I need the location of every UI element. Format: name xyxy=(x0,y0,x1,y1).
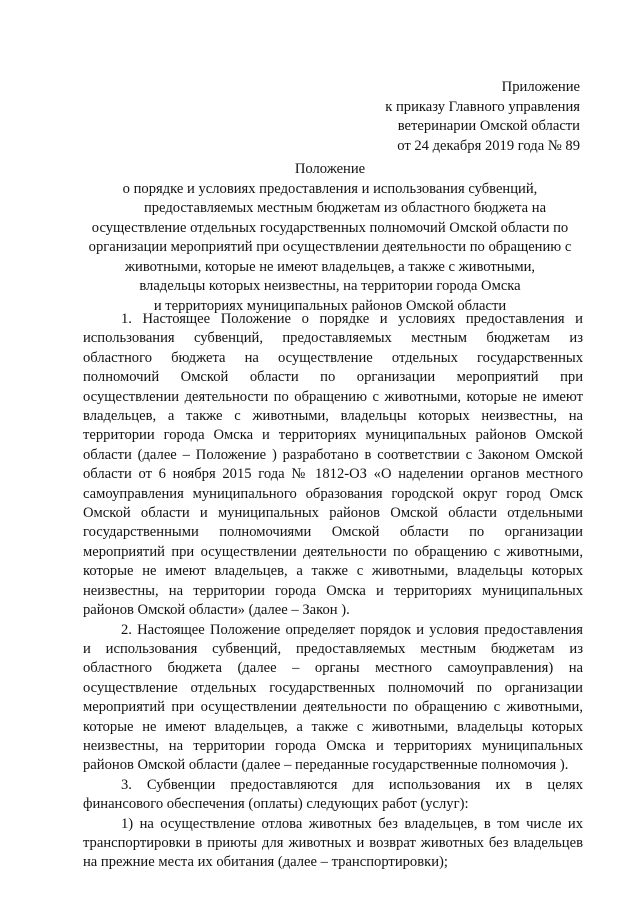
text-line: осуществление отдельных государственных полномочий по организации xyxy=(83,679,583,696)
text-line: осуществлении деятельности по обращению с животными, которые не имеют xyxy=(83,388,583,405)
title-heading: Положение xyxy=(294,161,366,177)
text-line: на прежние места их обитания (далее – транспортировки); xyxy=(83,854,448,871)
annex-line: к приказу Главного управления xyxy=(385,98,580,115)
text-line: и использования субвенций, предоставляемых местным бюджетам из xyxy=(83,640,583,657)
annex-line: Приложение xyxy=(501,79,580,95)
annex-block xyxy=(385,78,580,156)
title-line: организации мероприятий при осуществлении деятельности по обращению с xyxy=(88,239,572,255)
paragraph-3 xyxy=(83,776,583,815)
text-line: использования субвенций, предоставляемых местным бюджетам из xyxy=(83,330,583,347)
text-line: области (далее – Положение ) разработано в соответствии с Законом Омской xyxy=(83,446,583,463)
text-line: 1) на осуществление отлова животных без владельцев, в том числе их xyxy=(121,815,583,832)
text-line: областного бюджета на осуществление отдельных государственных xyxy=(83,349,583,366)
text-line: владельцев, а также с животными, владельцы которых неизвестны, на xyxy=(83,408,583,425)
text-line: мероприятий при осуществлении деятельности по обращению с животными, xyxy=(83,699,583,716)
text-line: которые не имеют владельцев, а также с животными, владельцы которых xyxy=(83,563,583,580)
text-line: неизвестны, на территории города Омска и территориях муниципальных xyxy=(83,737,583,754)
text-line: транспортировки в приюты для животных и возврат животных без владельцев xyxy=(83,834,583,851)
title-line: и территориях муниципальных районов Омской области xyxy=(153,297,507,314)
text-line: государственными полномочиями Омской области по организации xyxy=(83,524,583,541)
text-line: мероприятий при осуществлении деятельности по обращению с животными, xyxy=(83,543,583,560)
text-line: районов Омской области (далее – переданные государственные полномочия ). xyxy=(83,757,569,774)
text-line: областного бюджета (далее – органы местного самоуправления) на xyxy=(83,660,583,677)
title-line: владельцы которых неизвестны, на территории города Омска xyxy=(139,278,521,294)
title-line: животными, которые не имеют владельцев, а также с животными, xyxy=(124,258,536,275)
text-line: самоуправления муниципального образования городской округ город Омск xyxy=(83,485,583,502)
text-line: территории города Омска и территориях муниципальных районов Омской xyxy=(83,427,583,444)
paragraph-4 xyxy=(83,815,583,873)
text-line: 1. Настоящее Положение о порядке и условиях предоставления и xyxy=(121,311,583,327)
document-title xyxy=(60,160,600,316)
title-line: предоставляемых местным бюджетам из областного бюджета на xyxy=(143,200,547,216)
text-line: неизвестны, на территории города Омска и территориях муниципальных xyxy=(83,582,583,599)
text-line: районов Омской области» (далее – Закон ). xyxy=(83,602,350,619)
text-line: финансового обеспечения (оплаты) следующих работ (услуг): xyxy=(83,796,469,813)
title-line: осуществление отдельных государственных полномочий Омской области по xyxy=(91,219,569,236)
annex-line: ветеринарии Омской области xyxy=(397,118,580,134)
paragraph-1 xyxy=(83,310,583,621)
text-line: полномочий Омской области по организации мероприятий при xyxy=(83,369,583,386)
text-line: 3. Субвенции предоставляются для использования их в целях xyxy=(121,776,583,793)
document-body xyxy=(83,310,583,873)
text-line: 2. Настоящее Положение определяет порядок и условия предоставления xyxy=(121,621,583,638)
annex-line: от 24 декабря 2019 года № 89 xyxy=(397,137,580,154)
text-line: области от 6 ноября 2015 года № 1812-ОЗ «О наделении органов местного xyxy=(83,466,583,483)
title-line: о порядке и условиях предоставления и использования субвенций, xyxy=(122,180,538,197)
text-line: которые не имеют владельцев, а также с животными, владельцы которых xyxy=(83,718,583,735)
text-line: Омской области и муниципальных районов Омской области отдельными xyxy=(83,505,583,522)
paragraph-2 xyxy=(83,621,583,776)
